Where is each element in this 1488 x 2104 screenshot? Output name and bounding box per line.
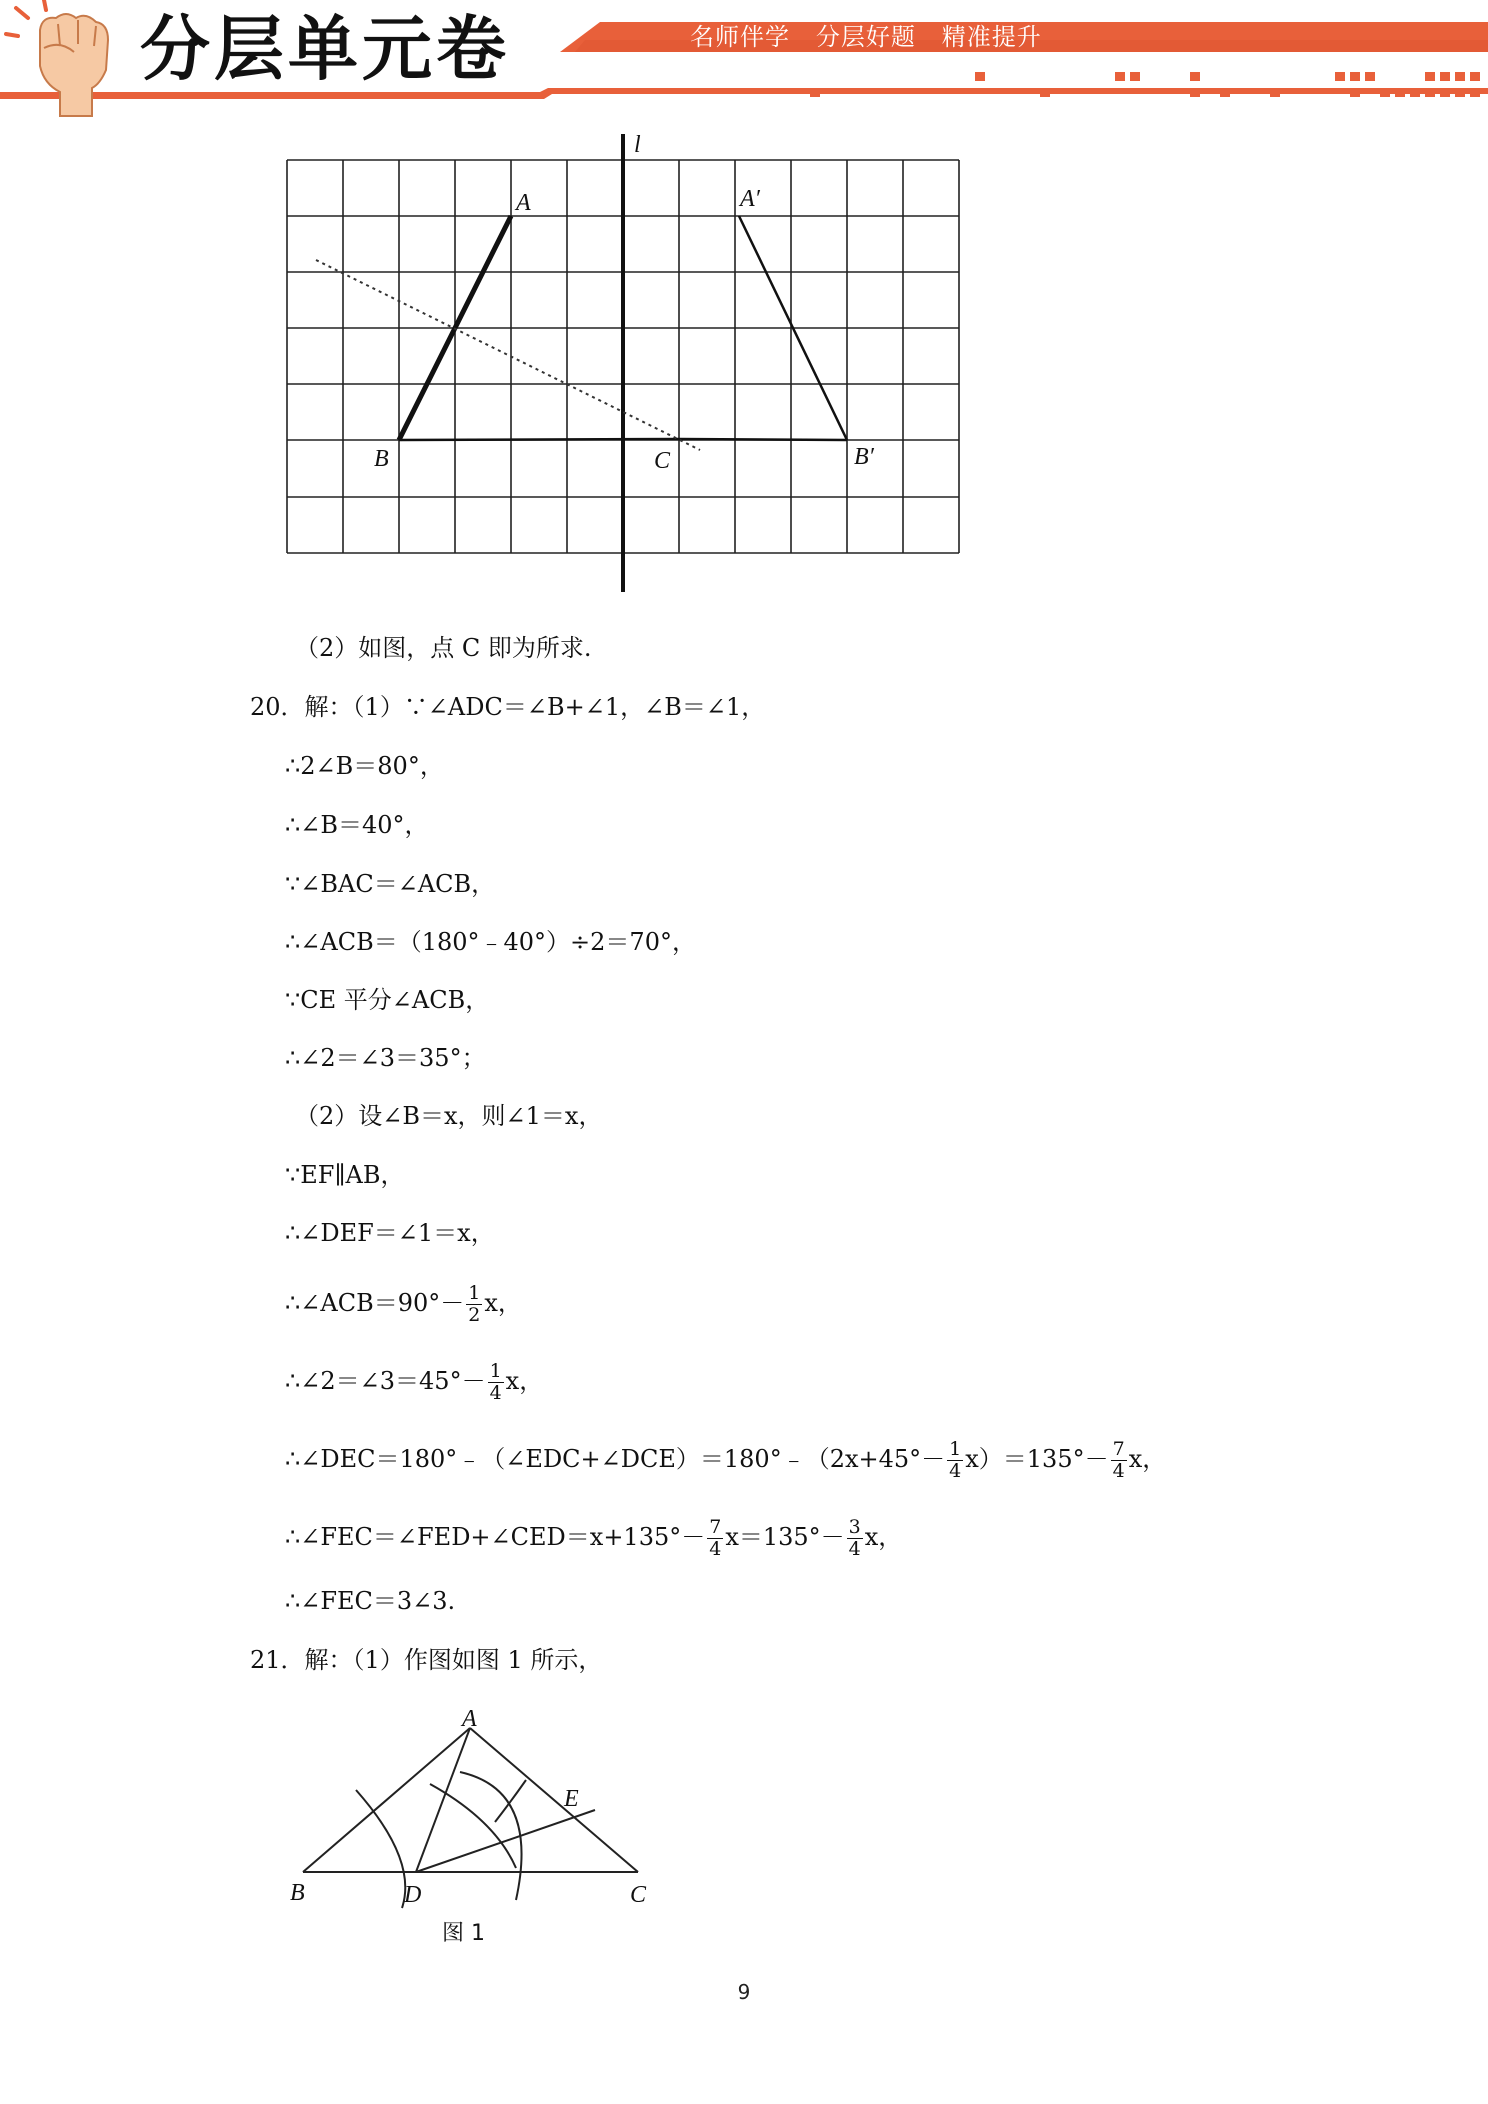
- q20-text-12b: x，: [505, 1367, 544, 1395]
- q21-line-1: [250, 1643, 602, 1677]
- fraction-7-4: [707, 1517, 723, 1560]
- fraction-denominator: 4: [848, 1538, 861, 1560]
- fraction-numerator: 1: [949, 1438, 962, 1460]
- label-l: l: [634, 132, 641, 158]
- fraction-numerator: 1: [468, 1282, 481, 1304]
- q20-line-13: [285, 1439, 1166, 1482]
- fraction-denominator: 4: [489, 1382, 502, 1404]
- q20-text-13c: x，: [1128, 1445, 1167, 1473]
- label-b: B: [374, 446, 389, 472]
- q20-line-3: ∴∠B＝40°，: [285, 811, 429, 839]
- fraction-denominator: 4: [709, 1538, 722, 1560]
- fraction-1-4: [488, 1361, 504, 1404]
- q20-line-2: ∴2∠B＝80°，: [285, 752, 444, 780]
- slogan: 名师伴学 分层好题 精准提升: [690, 23, 1042, 51]
- page-number: 9: [737, 1980, 751, 2004]
- q20-line-15: ∴∠FEC＝3∠3.: [285, 1587, 456, 1615]
- label-a-prime: A′: [740, 186, 760, 212]
- fraction-denominator: 4: [1112, 1460, 1125, 1482]
- q20-line-11: [285, 1283, 522, 1326]
- fraction-numerator: 7: [709, 1516, 722, 1538]
- q20-line-7: ∴∠2＝∠3＝35°；: [285, 1044, 486, 1072]
- q20-text-13a: ∴∠DEC＝180°﹣（∠EDC+∠DCE）＝180°﹣（2x+45°－: [285, 1445, 946, 1473]
- brand-title: 分层单元卷: [140, 8, 510, 90]
- label-b-prime: B′: [854, 444, 874, 470]
- fraction-1-4: [947, 1439, 963, 1482]
- q20-text-11a: ∴∠ACB＝90°－: [285, 1289, 465, 1317]
- q20-line-14: [285, 1517, 902, 1560]
- fig1-label-e: E: [564, 1786, 579, 1812]
- fraction-1-2: [466, 1283, 482, 1326]
- fraction-numerator: 3: [848, 1516, 861, 1538]
- q20-line-1: [250, 690, 765, 724]
- q20-line-8: （2）设∠B＝x，则∠1＝x，: [295, 1102, 603, 1130]
- header-banner: [0, 0, 1488, 120]
- q20-text-1: （1）∵∠ADC＝∠B+∠1，∠B＝∠1，: [352, 693, 766, 721]
- triangle-figure: [280, 1700, 680, 1950]
- q20-line-12: [285, 1361, 543, 1404]
- q20-text-12a: ∴∠2＝∠3＝45°－: [285, 1367, 486, 1395]
- q20-line-9: ∵EF∥AB，: [285, 1161, 405, 1189]
- fraction-denominator: 2: [468, 1304, 481, 1326]
- segment-c-b-prime: [679, 439, 847, 440]
- q20-text-14c: x，: [864, 1523, 903, 1551]
- fig1-label-d: D: [404, 1882, 422, 1908]
- fraction-denominator: 4: [949, 1460, 962, 1482]
- fraction-numerator: 7: [1112, 1438, 1125, 1460]
- q20-line-10: ∴∠DEF＝∠1＝x，: [285, 1219, 495, 1247]
- label-a: A: [516, 190, 531, 216]
- q20-line-5: ∴∠ACB＝（180°﹣40°）÷2＝70°，: [285, 928, 696, 956]
- fraction-7-4: [1111, 1439, 1127, 1482]
- fig1-label-a: A: [462, 1706, 477, 1732]
- q20-text-11b: x，: [484, 1289, 522, 1317]
- q20-number: 20．解：: [250, 693, 353, 721]
- dotted-line: [316, 260, 700, 450]
- fraction-3-4: [847, 1517, 863, 1560]
- fig1-label-b: B: [290, 1880, 305, 1906]
- q20-text-14b: x＝135°－: [725, 1523, 845, 1551]
- q20-line-4: ∵∠BAC＝∠ACB，: [285, 870, 496, 898]
- fig1-label-c: C: [630, 1882, 647, 1908]
- q20-text-13b: x）＝135°－: [965, 1445, 1109, 1473]
- grid-figure: [280, 130, 980, 600]
- fraction-numerator: 1: [489, 1360, 502, 1382]
- segment-bc: [399, 439, 679, 440]
- q21-text-1: （1）作图如图 1 所示，: [352, 1646, 603, 1674]
- fig1-caption: 图 1: [442, 1921, 485, 1946]
- label-c: C: [654, 448, 671, 474]
- q20-text-14a: ∴∠FEC＝∠FED+∠CED＝x+135°－: [285, 1523, 706, 1551]
- q21-number: 21．解：: [250, 1646, 353, 1674]
- q19-part2: （2）如图，点 C 即为所求.: [295, 634, 592, 662]
- q20-line-6: ∵CE 平分∠ACB，: [285, 986, 490, 1014]
